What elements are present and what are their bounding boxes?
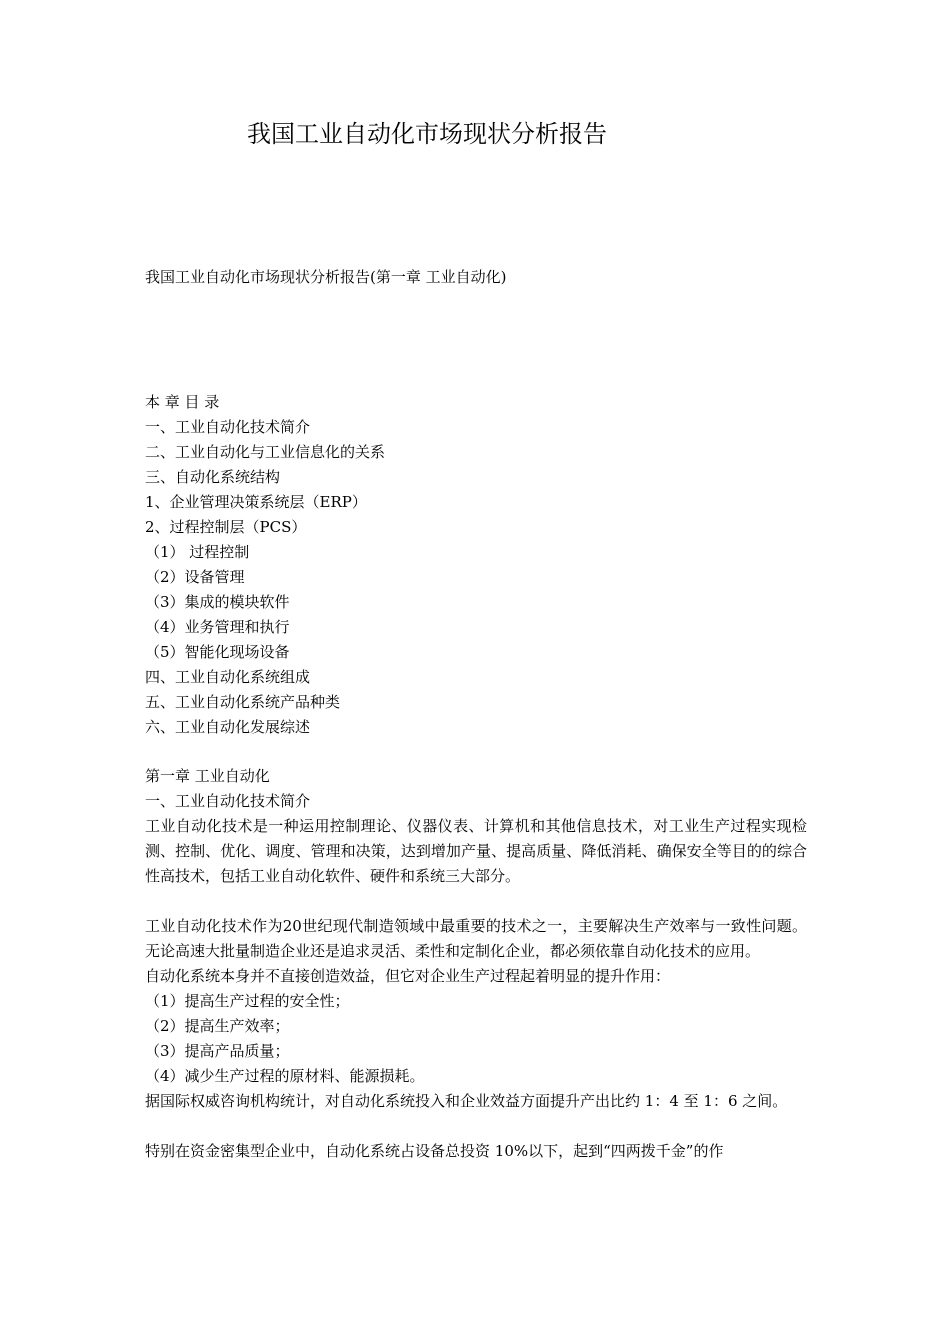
toc-item: （4）业务管理和执行 [145, 618, 290, 636]
toc-heading: 本 章 目 录 [145, 393, 220, 411]
chapter-heading: 第一章 工业自动化 [145, 767, 270, 785]
toc-item: （5）智能化现场设备 [145, 643, 290, 661]
section-heading: 一、工业自动化技术简介 [145, 792, 311, 810]
paragraph-benefits-intro: 自动化系统本身并不直接创造效益，但它对企业生产过程起着明显的提升作用： [145, 967, 671, 985]
paragraph-importance: 工业自动化技术作为20世纪现代制造领域中最重要的技术之一，主要解决生产效率与一致性问题。无论高速大批量制造企业还是追求灵活、柔性和定制化企业，都必须依靠自动化技术的应用。 [145, 917, 807, 960]
chapter-body [145, 764, 807, 1164]
toc-item: 二、工业自动化与工业信息化的关系 [145, 443, 386, 461]
paragraph-investment: 特别在资金密集型企业中，自动化系统占设备总投资 10%以下，起到“四两拨千金”的作 [145, 1142, 724, 1160]
document-subtitle: 我国工业自动化市场现状分析报告(第一章 工业自动化) [145, 268, 507, 286]
toc-item: 一、工业自动化技术简介 [145, 418, 311, 436]
paragraph-gap [145, 1114, 807, 1139]
document-title: 我国工业自动化市场现状分析报告 [247, 120, 607, 148]
toc-item: （2）设备管理 [145, 568, 245, 586]
toc-item: 三、自动化系统结构 [145, 468, 281, 486]
paragraph-definition: 工业自动化技术是一种运用控制理论、仪器仪表、计算机和其他信息技术，对工业生产过程实现检测、控制、优化、调度、管理和决策，达到增加产量、提高质量、降低消耗、确保安全等目的的综合性高技术，包括工业自动化软件、硬件和系统三大部分。 [145, 817, 807, 885]
benefit-item: （3）提高产品质量； [145, 1042, 290, 1060]
toc-item: 2、过程控制层（PCS） [145, 518, 307, 536]
toc-item: 四、工业自动化系统组成 [145, 668, 311, 686]
paragraph-statistics: 据国际权威咨询机构统计，对自动化系统投入和企业效益方面提升产出比约 1：4 至 1：6 之间。 [145, 1092, 788, 1110]
toc-item: 五、工业自动化系统产品种类 [145, 693, 341, 711]
benefit-item: （2）提高生产效率； [145, 1017, 290, 1035]
benefit-item: （4）减少生产过程的原材料、能源损耗。 [145, 1067, 425, 1085]
toc-item: （1） 过程控制 [145, 543, 250, 561]
toc-item: 六、工业自动化发展综述 [145, 718, 311, 736]
table-of-contents [145, 390, 807, 740]
toc-item: 1、企业管理决策系统层（ERP） [145, 493, 367, 511]
toc-item: （3）集成的模块软件 [145, 593, 290, 611]
benefit-item: （1）提高生产过程的安全性； [145, 992, 350, 1010]
paragraph-gap [145, 889, 807, 914]
